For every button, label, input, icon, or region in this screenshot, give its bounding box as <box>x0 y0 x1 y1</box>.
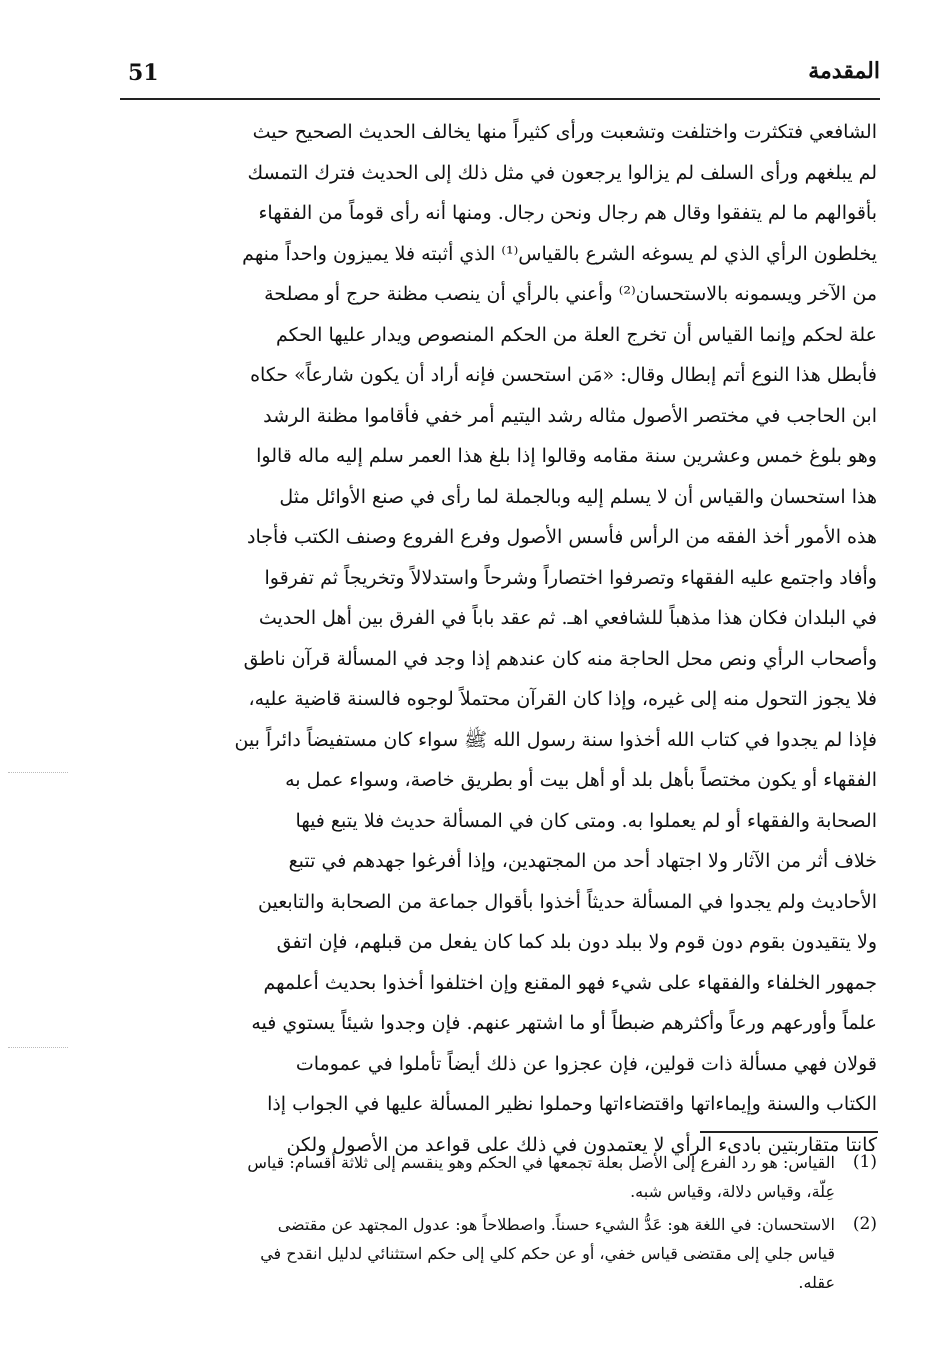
text-line: لم يبلغهم ورأى السلف لم يزالوا يرجعون في مثل ذلك إلى الحديث فترك التمسك <box>247 161 877 184</box>
footnote-body <box>125 1148 835 1206</box>
text-line: بأقوالهم ما لم يتفقوا وقال هم رجال ونحن رجال. ومنها أنه رأى قوماً من الفقهاء <box>258 202 877 224</box>
text-line: فأبطل هذا النوع أتم إبطال وقال: «مَن استحسن فإنه أراد أن يكون شارعاً» حكاه <box>250 364 877 386</box>
text-line: وهو بلوغ خمس وعشرين سنة مقامه وقالوا إذا بلغ هذا العمر سلم إليه ماله قالوا <box>256 445 877 467</box>
footnote-line: عقله. <box>798 1273 835 1292</box>
text-line: ابن الحاجب في مختصر الأصول مثاله رشد اليتيم أمر خفي فأقاموا مظنة الرشد <box>263 404 877 427</box>
text-line: الفقهاء أو يكون مختصاً بأهل بلد أو أهل بيت أو بطريق خاصة، وسواء عمل به <box>285 769 877 791</box>
text-line: وأصحاب الرأي ونص محل الحاجة منه كان عندهم إذا وجد في المسألة قرآن ناطق <box>243 647 877 670</box>
text-line: يخلطون الرأي الذي لم يسوغه الشرع بالقياس⁽¹⁾ الذي أثبته فلا يميزون واحداً منهم <box>242 242 877 265</box>
text-line: الأحاديث ولم يجدوا في المسألة حديثاً أخذوا بأقوال جماعة من الصحابة والتابعين <box>258 890 877 913</box>
body-text <box>125 112 877 1165</box>
text-line: هذه الأمور أخذ الفقه من الرأس فأسس الأصول وفرع الفروع وصنف الكتب فأجاد <box>246 526 877 548</box>
text-line: جمهور الخلفاء والفقهاء على شيء فهو المقنع وإن اختلفوا أخذوا بحديث أعلمهم <box>263 971 877 994</box>
margin-mark <box>8 772 68 773</box>
text-line: الشافعي فتكثرت واختلفت وتشعبت ورأى كثيراً منها يخالف الحديث الصحيح حيث <box>252 121 877 143</box>
text-line: قولان فهي مسألة ذات قولين، فإن عجزوا عن ذلك أيضاً تأملوا في عمومات <box>295 1052 877 1075</box>
page-number: 51 <box>128 60 159 86</box>
text-line: من الآخر ويسمونه بالاستحسان⁽²⁾ وأعني بالرأي أن ينصب مظنة حرج أو مصلحة <box>264 283 877 305</box>
text-line: الكتاب والسنة وإيماءاتها واقتضاءاتها وحملوا نظير المسألة عليها في الجواب إذا <box>267 1093 877 1115</box>
footnote-2 <box>125 1210 877 1297</box>
text-line: وأفاد واجتمع عليه الفقهاء وتصرفوا اختصاراً وشرحاً واستدلالاً وتخريجاً ثم تفرقوا <box>264 566 877 589</box>
text-line: علماً وأورعهم ورعاً وأكثرهم ضبطاً أو ما اشتهر عنهم. فإن وجدوا شيئاً يستوي فيه <box>251 1012 877 1034</box>
header-divider <box>120 98 880 100</box>
footnote-number: (2) <box>852 1214 877 1234</box>
text-line: ولا يتقيدون بقوم دون قوم ولا ببلد دون بلد كما كان يفعل من قبلهم، فإن اتفق <box>276 931 877 953</box>
text-line: فلا يجوز التحول منه إلى غيره، وإذا كان القرآن محتملاً لوجوه فالسنة قاضية عليه، <box>248 688 877 710</box>
footnote-line: قياس جلي إلى مقتضى قياس خفي، أو عن حكم كلي إلى حكم استثنائي لدليل انقدح في <box>260 1244 835 1263</box>
page-header <box>120 58 880 98</box>
footnote-line: القياس: هو رد الفرع إلى الأصل بعلة تجمعها في الحكم وهو ينقسم إلى ثلاثة أقسام: قياس <box>247 1153 835 1172</box>
footnote-line: الاستحسان: في اللغة هو: عَدُّ الشيء حسناً. واصطلاحاً هو: عدول المجتهد عن مقتضى <box>277 1215 835 1234</box>
footnote-1 <box>125 1148 877 1206</box>
text-line: فإذا لم يجدوا في كتاب الله أخذوا سنة رسول الله ﷺ سواء كان مستفيضاً دائراً بين <box>234 728 877 751</box>
footnote-line: عِلّة، وقياس دلالة، وقياس شبه. <box>630 1182 835 1201</box>
text-line: كانتا متقاربتين بادىء الرأي لا يعتمدون في ذلك على قواعد من الأصول ولكن <box>286 1133 877 1156</box>
footnote-number: (1) <box>852 1152 877 1172</box>
text-line: خلاف أثر من الآثار ولا اجتهاد أحد من المجتهدين، وإذا أفرغوا جهدهم في تتبع <box>288 850 877 872</box>
text-line: علة لحكم وإنما القياس أن تخرج العلة من الحكم المنصوص ويدار عليها الحكم <box>275 323 877 346</box>
text-line: في البلدان فكان هذا مذهباً للشافعي اهـ. ثم عقد باباً في الفرق بين أهل الحديث <box>258 607 877 629</box>
text-line: الصحابة والفقهاء أو لم يعملوا به. ومتى كان في المسألة حديث فلا يتبع فيها <box>295 809 877 832</box>
footnote-body <box>125 1210 835 1297</box>
footnotes <box>125 1148 877 1301</box>
text-line: هذا استحسان والقياس أن لا يسلم إليه وبالجملة لما رأى في صنع الأوائل مثل <box>279 485 877 508</box>
footnote-divider <box>700 1131 878 1133</box>
chapter-title: المقدمة <box>808 58 880 84</box>
margin-mark <box>8 1047 68 1048</box>
